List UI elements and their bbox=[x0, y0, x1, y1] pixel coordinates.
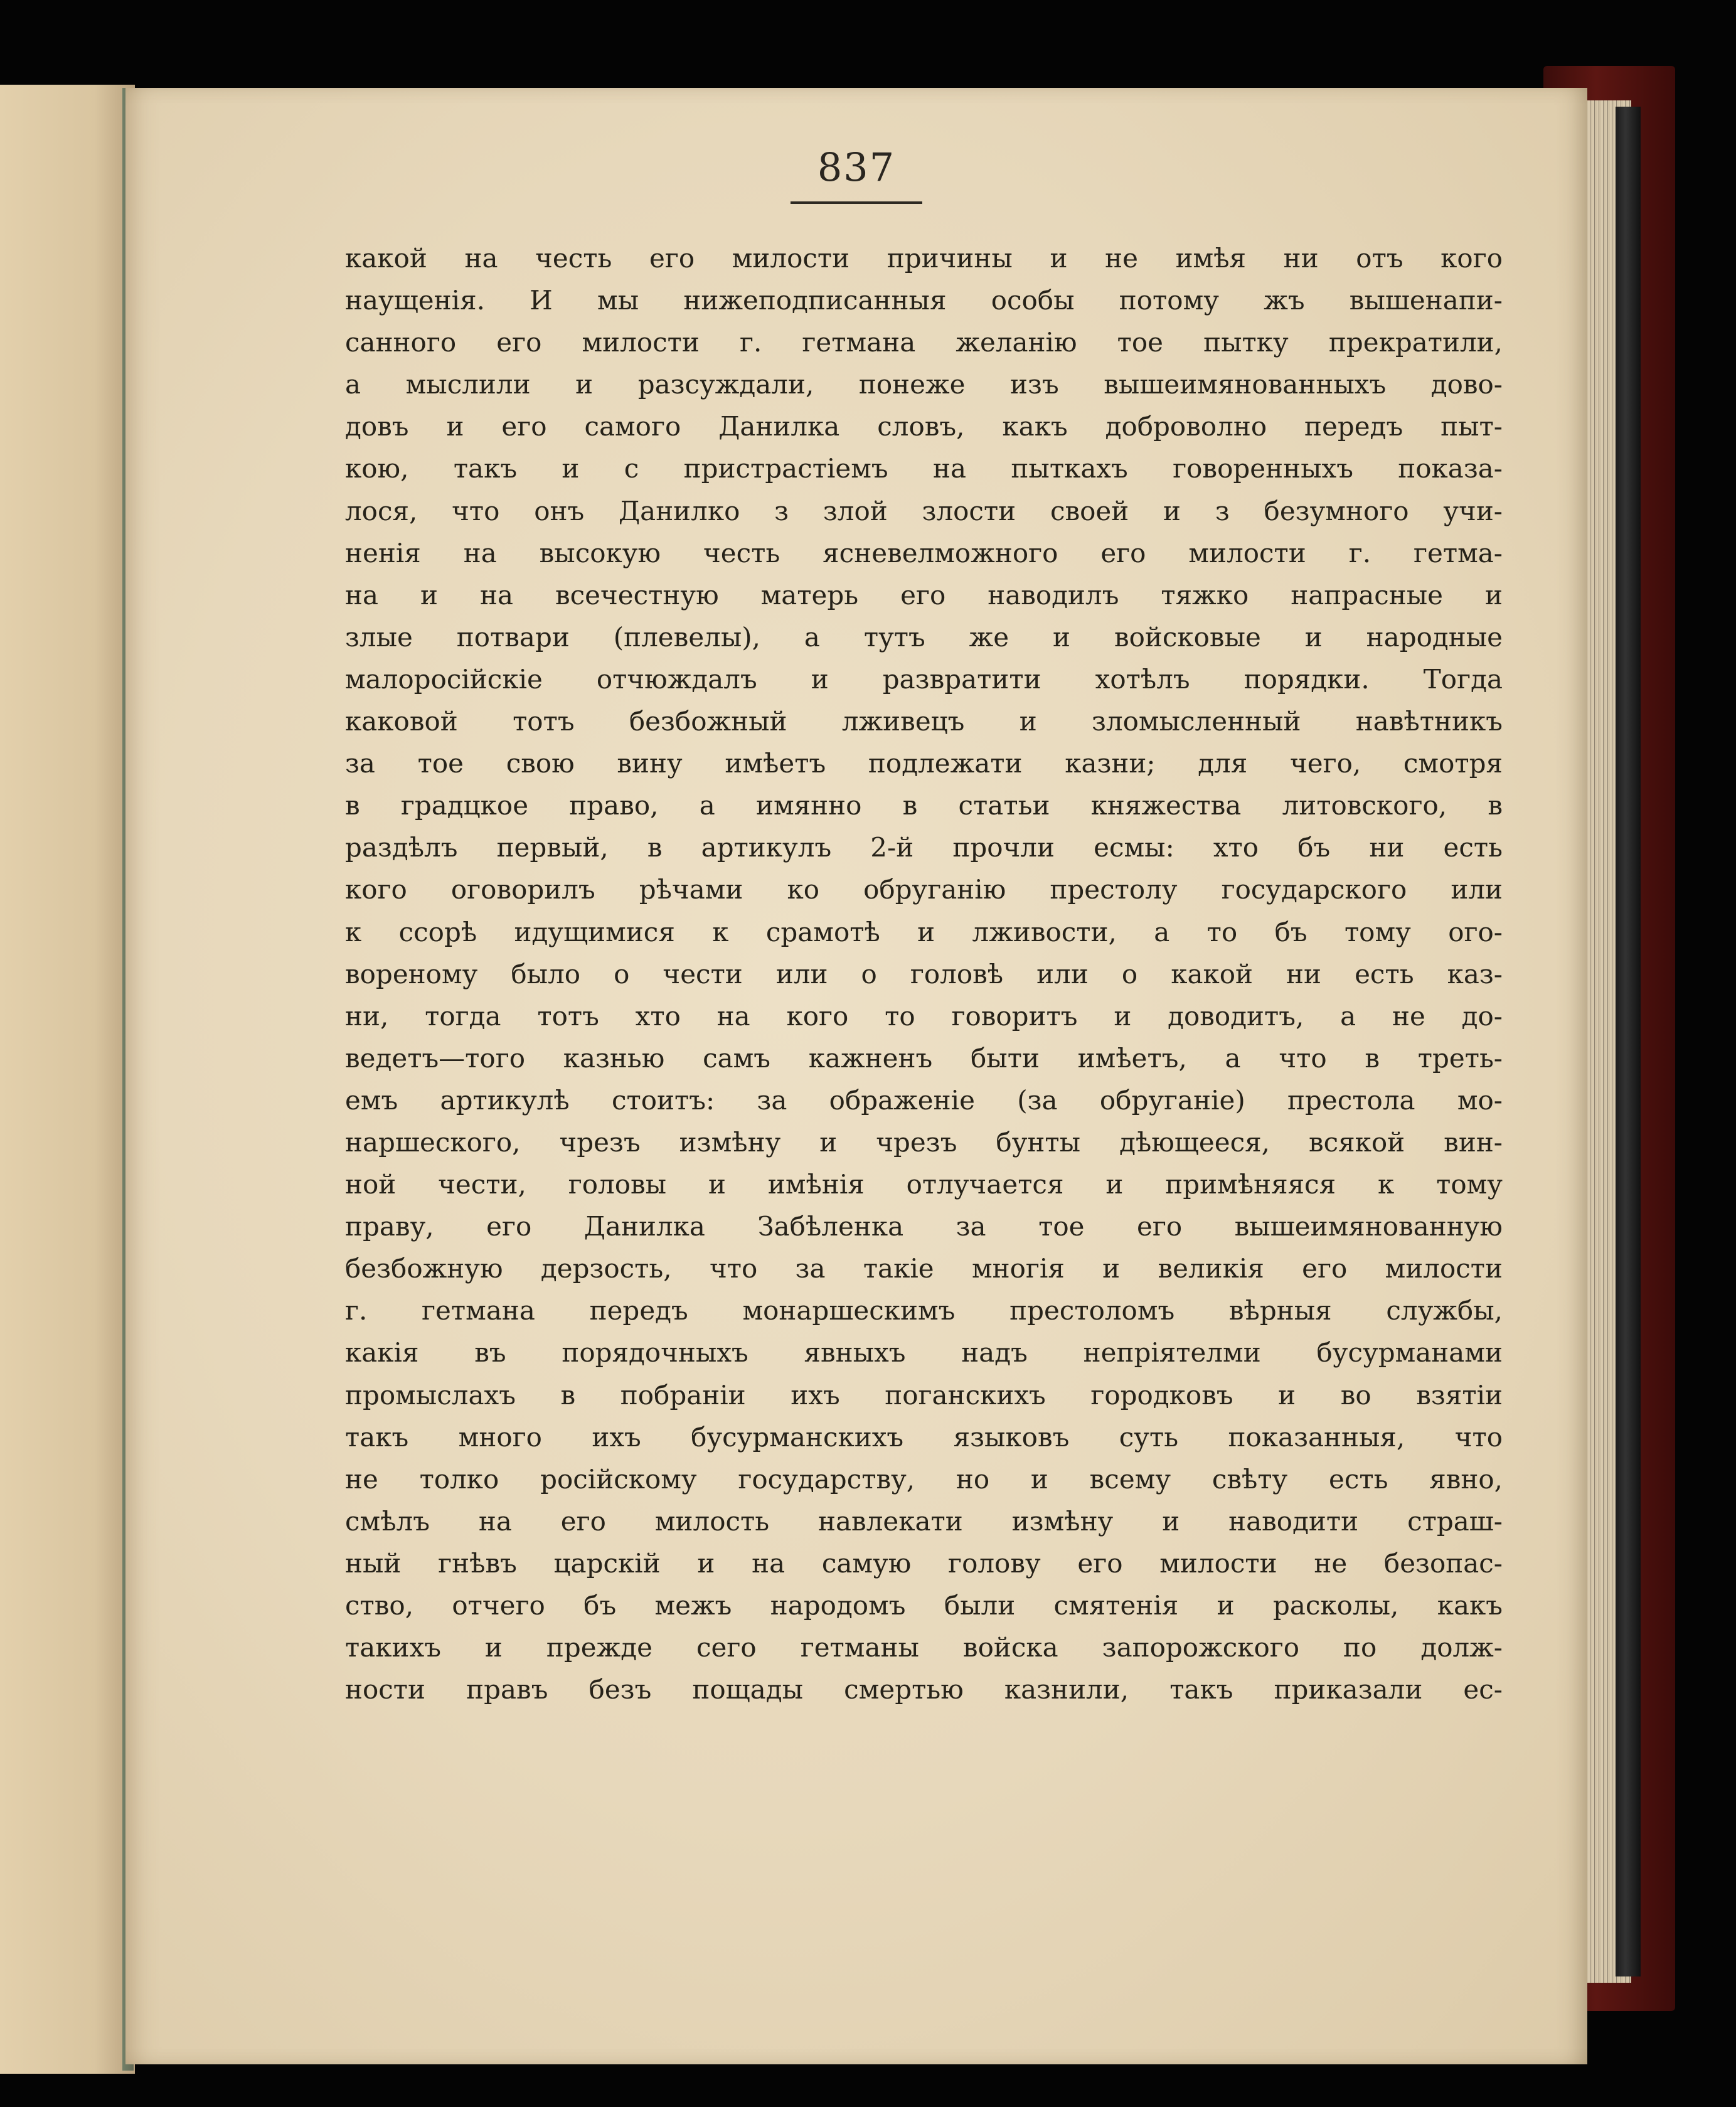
page-number-rule bbox=[791, 201, 922, 204]
text-line: злые потвари (плевелы), а тутъ же и войсковые и народные bbox=[345, 621, 1503, 653]
text-line: ни, тогда тотъ хто на кого то говоритъ и доводитъ, а не до- bbox=[345, 1000, 1503, 1032]
text-line: каковой тотъ безбожный лживецъ и зломысленный навѣтникъ bbox=[345, 706, 1503, 737]
text-line: емъ артикулѣ стоитъ: за ображеніе (за обруганіе) престола мо- bbox=[345, 1084, 1503, 1116]
text-line: к ссорѣ идущимися к срамотѣ и лживости, а то бъ тому ого- bbox=[345, 916, 1503, 947]
page-stack-shadow bbox=[1616, 107, 1641, 1976]
text-line: за тое свою вину имѣетъ подлежати казни; для чего, смотря bbox=[345, 748, 1503, 779]
book-page bbox=[125, 88, 1587, 2064]
text-line: не толко російскому государству, но и всему свѣту есть явно, bbox=[345, 1463, 1503, 1495]
text-line: санного его милости г. гетмана желанію тое пытку прекратили, bbox=[345, 327, 1503, 358]
text-line: кого оговорилъ рѣчами ко обруганію престолу государского или bbox=[345, 874, 1503, 905]
text-line: а мыслили и разсуждали, понеже изъ вышеимянованныхъ дово- bbox=[345, 369, 1503, 400]
body-text bbox=[345, 237, 1503, 1710]
text-line: ный гнѣвъ царскій и на самую голову его милости не безопас- bbox=[345, 1547, 1503, 1579]
text-line: вореному было о чести или о головѣ или о какой ни есть каз- bbox=[345, 958, 1503, 989]
text-line: ненія на высокую честь ясневелможного его милости г. гетма- bbox=[345, 537, 1503, 568]
text-line: какія въ порядочныхъ явныхъ надъ непріятелми бусурманами bbox=[345, 1337, 1503, 1368]
text-line: такихъ и прежде сего гетманы войска запорожского по долж- bbox=[345, 1632, 1503, 1663]
text-line: на и на всечестную матерь его наводилъ тяжко напрасные и bbox=[345, 579, 1503, 611]
page-number: 837 bbox=[817, 144, 896, 190]
text-line: какой на честь его милости причины и не имѣя ни отъ кого bbox=[345, 243, 1503, 274]
text-line: смѣлъ на его милость навлекати измѣну и наводити страш- bbox=[345, 1505, 1503, 1537]
text-line: довъ и его самого Данилка словъ, какъ доброволно передъ пыт- bbox=[345, 411, 1503, 442]
text-line: наршеского, чрезъ измѣну и чрезъ бунты дѣющееся, всякой вин- bbox=[345, 1126, 1503, 1158]
text-line: ство, отчего бъ межъ народомъ были смятенія и расколы, какъ bbox=[345, 1590, 1503, 1621]
text-line: промыслахъ в побраніи ихъ поганскихъ городковъ и во взятіи bbox=[345, 1379, 1503, 1411]
text-line: малоросійскіе отчюждалъ и развратити хотѣлъ порядки. Тогда bbox=[345, 663, 1503, 695]
text-line: ной чести, головы и имѣнія отлучается и примѣняяся к тому bbox=[345, 1169, 1503, 1200]
text-line: лося, что онъ Данилко з злой злости своей и з безумного учи- bbox=[345, 495, 1503, 526]
text-line: такъ много ихъ бусурманскихъ языковъ суть показанныя, что bbox=[345, 1421, 1503, 1453]
text-line: безбожную дерзость, что за такіе многія и великія его милости bbox=[345, 1253, 1503, 1284]
text-line: кою, такъ и с пристрастіемъ на пыткахъ говоренныхъ показа- bbox=[345, 453, 1503, 484]
facing-left-page bbox=[0, 85, 135, 2074]
text-line: наущенія. И мы нижеподписанныя особы потому жъ вышенапи- bbox=[345, 285, 1503, 316]
text-line: г. гетмана передъ монаршескимъ престоломъ вѣрныя службы, bbox=[345, 1295, 1503, 1326]
text-line: праву, его Данилка Забѣленка за тое его вышеимянованную bbox=[345, 1211, 1503, 1242]
text-line: ности правъ безъ пощады смертью казнили, такъ приказали ес- bbox=[345, 1674, 1503, 1705]
text-line: ведетъ—того казнью самъ кажненъ быти имѣетъ, а что в треть- bbox=[345, 1042, 1503, 1074]
text-line: раздѣлъ первый, в артикулъ 2-й прочли есмы: хто бъ ни есть bbox=[345, 832, 1503, 863]
text-line: в градцкое право, а имянно в статьи княжества литовского, в bbox=[345, 790, 1503, 821]
